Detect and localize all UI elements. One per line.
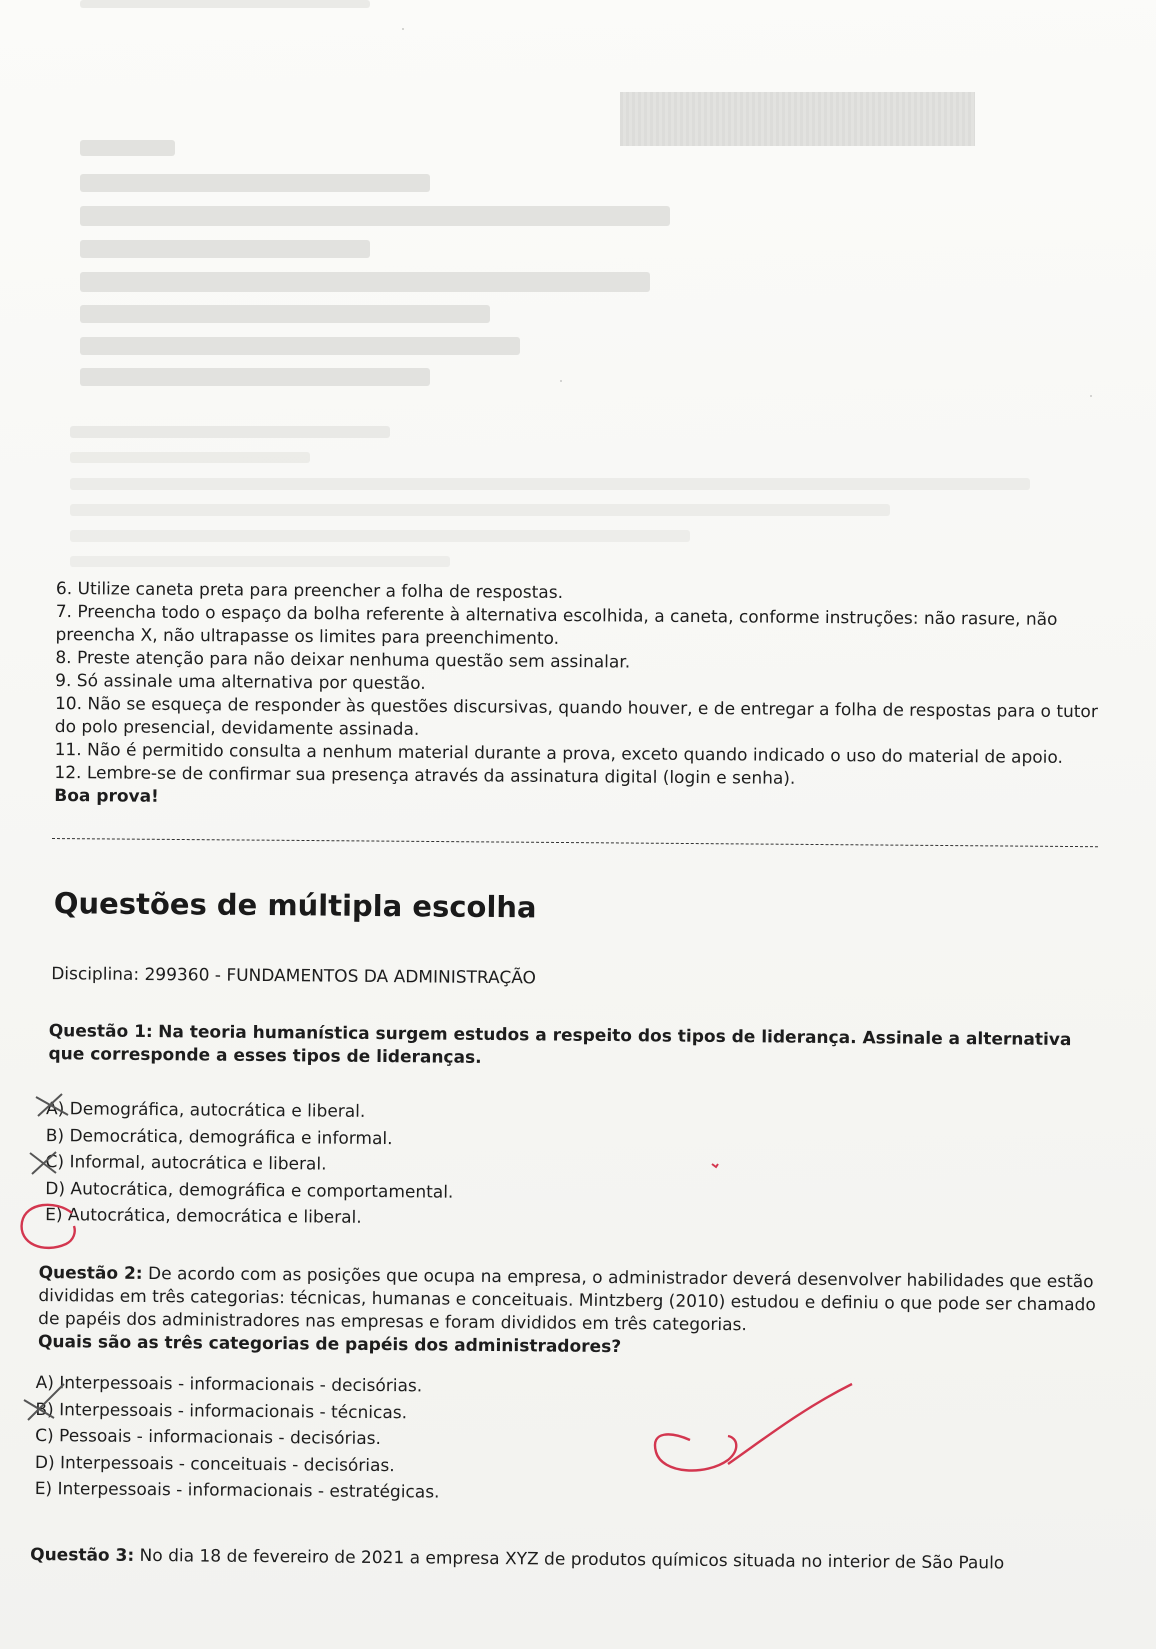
option-b: B) Democrática, demográfica e informal. [45, 1125, 393, 1149]
section-title: Questões de múltipla escolha [53, 886, 537, 925]
question-label: Questão 1: [48, 1021, 153, 1043]
faded-header-area [0, 0, 1156, 570]
option-e: E) Autocrática, democrática e liberal. [45, 1205, 362, 1228]
instruction-item: 12. Lembre-se de confirmar sua presença através da assinatura digital (login e senha). [54, 762, 796, 789]
closing-text: Boa prova! [54, 785, 159, 807]
question-label: Questão 2: [38, 1263, 143, 1284]
option-e: E) Interpessoais - informacionais - estratégicas. [34, 1479, 440, 1503]
question-3 [30, 1544, 1110, 1576]
option-c: C) Informal, autocrática e liberal. [45, 1152, 327, 1175]
questions-section [30, 886, 1116, 1574]
option-a: A) Demográfica, autocrática e liberal. [45, 1099, 366, 1122]
instruction-item: 6. Utilize caneta preta para preencher a folha de respostas. [55, 578, 564, 603]
dashed-divider [52, 838, 1098, 847]
question-prompt: Quais são as três categorias de papéis dos administradores? [37, 1332, 622, 1358]
question-2-options [35, 1370, 441, 1506]
check-mark-q2 [728, 1384, 852, 1464]
question-1 [48, 1020, 1108, 1075]
instruction-item: 9. Só assinale uma alternativa por questão. [55, 670, 426, 694]
discipline-label: Disciplina: 299360 - FUNDAMENTOS DA ADMINISTRAÇÃO [51, 964, 537, 989]
question-label: Questão 3: [30, 1544, 135, 1566]
question-text: No dia 18 de fevereiro de 2021 a empresa XYZ de produtos químicos situada no interior de São Paulo [139, 1545, 1005, 1574]
option-d: D) Autocrática, demográfica e comportamental. [45, 1178, 454, 1203]
circle-mark-q2 [655, 1434, 736, 1470]
option-b: B) Interpessoais - informacionais - técnicas. [35, 1399, 408, 1423]
instruction-item: 11. Não é permitido consulta a nenhum material durante a prova, exceto quando indicado o uso do material de apoio. [54, 739, 1064, 768]
question-1-options [45, 1096, 454, 1232]
red-dot-mark [712, 1164, 718, 1167]
option-d: D) Interpessoais - conceituais - decisórias. [34, 1452, 395, 1476]
instruction-item: 7. Preencha todo o espaço da bolha referente à alternativa escolhida, a caneta, conforme instruções: não rasure, não preencha X, não ultrapasse os limites para preenchimento. [55, 601, 1058, 649]
question-text: Na teoria humanística surgem estudos a respeito dos tipos de liderança. Assinale a alternativa que corresponde a esses tipos de lideranças. [48, 1022, 1072, 1068]
instruction-item: 8. Preste atenção para não deixar nenhuma questão sem assinalar. [55, 647, 631, 673]
question-text: De acordo com as posições que ocupa na empresa, o administrador deverá desenvolver habilidades que estão divididas em três categorias: técnicas, humanas e conceituais. Mintzberg (2010) estudou e definiu o que pode ser chamado de papéis dos administradores nas empresas e foram divididos em três categorias. [38, 1263, 1096, 1336]
instruction-item: 10. Não se esqueça de responder às questões discursivas, quando houver, e de entregar a folha de respostas para o tutor do polo presencial, devidamente assinada. [54, 693, 1098, 740]
question-2 [38, 1262, 1107, 1363]
option-a: A) Interpessoais - informacionais - decisórias. [35, 1373, 423, 1397]
faded-stamp-box [620, 92, 975, 146]
instructions-list [54, 578, 1108, 816]
option-c: C) Pessoais - informacionais - decisórias. [35, 1426, 382, 1450]
